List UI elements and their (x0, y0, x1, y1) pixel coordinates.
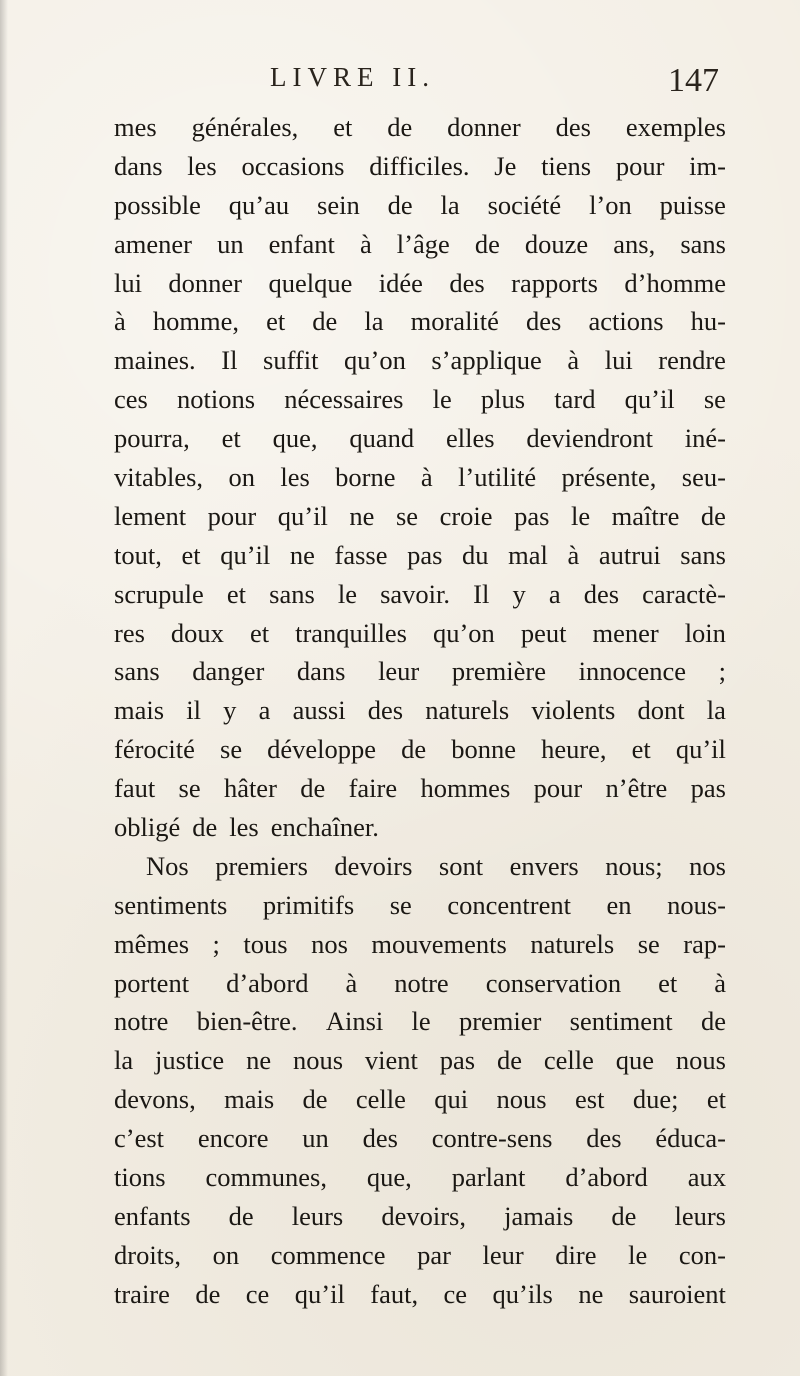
word: commence (270, 1239, 386, 1270)
word: ne (246, 1045, 272, 1076)
word: loin (684, 617, 726, 648)
word: sans (269, 578, 315, 609)
word: se (389, 889, 412, 920)
word: présente, (561, 462, 657, 493)
word: portent (114, 967, 190, 998)
word: le (337, 578, 357, 609)
word: danger (192, 656, 265, 687)
word: ans, (613, 228, 656, 259)
word: bonne (451, 734, 516, 765)
word: nous- (667, 889, 726, 920)
word: on (212, 1239, 240, 1270)
word: éduca- (655, 1123, 726, 1154)
word: sein (317, 189, 360, 220)
word: mener (592, 617, 659, 648)
word: droits, (114, 1239, 181, 1270)
word: heure, (541, 734, 607, 765)
word: le (570, 500, 591, 531)
word: de (611, 1200, 637, 1231)
word: leurs (674, 1200, 726, 1231)
word: de (195, 1278, 221, 1309)
word: hu- (690, 306, 726, 337)
text-line (114, 341, 726, 380)
page-number: 147 (668, 62, 719, 99)
word: nous (675, 1045, 726, 1076)
word: que, (272, 423, 318, 454)
word: celle (543, 1045, 594, 1076)
word: qu’au (228, 189, 290, 220)
word: qu’il (294, 1278, 345, 1309)
word: parlant (451, 1162, 526, 1193)
word: des (586, 1123, 622, 1154)
word: tiens (541, 150, 592, 181)
word: qu’il (277, 500, 328, 531)
word: à (345, 967, 358, 998)
word: les (187, 150, 217, 181)
word: et (226, 578, 247, 609)
word: de (700, 1006, 726, 1037)
word: faut, (370, 1278, 419, 1309)
word: nos (311, 928, 348, 959)
word: donner (447, 112, 521, 142)
word: moralité (410, 306, 499, 337)
text-line (114, 691, 726, 730)
word: est (575, 1084, 605, 1115)
word: de (312, 306, 338, 337)
word: possible (114, 189, 201, 220)
word: sentiment (569, 1006, 673, 1037)
word: sauroient (628, 1278, 726, 1309)
word: et (181, 539, 201, 570)
word: nous (496, 1084, 547, 1115)
word: de (496, 1045, 522, 1076)
word: mêmes (114, 928, 190, 959)
word: pas (407, 539, 443, 570)
word: la (364, 306, 384, 337)
word: notions (177, 384, 256, 415)
word: le (411, 1006, 431, 1037)
word: et (631, 734, 651, 765)
word: l’on (589, 189, 632, 220)
word: jamais (504, 1200, 574, 1231)
word: des (367, 695, 404, 726)
text-line (114, 1119, 726, 1158)
word: innocence (578, 656, 687, 687)
text-line (114, 614, 726, 653)
word: sont (438, 850, 484, 881)
word: à (567, 539, 580, 570)
word: qu’il (675, 734, 726, 765)
word: nos (689, 850, 726, 881)
word: à (567, 345, 580, 376)
word: on (228, 462, 255, 493)
text-line (114, 1041, 726, 1080)
word: savoir. (380, 578, 451, 609)
word: qu’il (220, 539, 271, 570)
text-line (114, 730, 726, 769)
word: violents (531, 695, 616, 726)
text-line (114, 964, 726, 1003)
word: nécessaires (284, 384, 404, 415)
word: l’âge (396, 228, 450, 259)
word: seu- (681, 462, 726, 493)
word: hâter (223, 773, 277, 804)
word: envers (509, 850, 579, 881)
word: tout, (114, 539, 162, 570)
word: naturels (425, 695, 510, 726)
word: sans (680, 228, 726, 259)
word: mais (114, 695, 165, 726)
word: devons, (114, 1084, 196, 1115)
word: Ainsi (325, 1006, 384, 1037)
word: il (186, 695, 201, 726)
word: dans (296, 656, 346, 687)
word: douze (524, 228, 589, 259)
word: dans (114, 150, 163, 181)
text-line (114, 1002, 726, 1041)
word: pourra, (114, 423, 190, 454)
word: mouvements (371, 928, 507, 959)
word: rendre (658, 345, 726, 376)
word: vient (364, 1045, 418, 1076)
word: ne (578, 1278, 604, 1309)
word: le (432, 384, 452, 415)
word: quand (349, 423, 415, 454)
text-line (114, 925, 726, 964)
word: et (221, 423, 241, 454)
word: à (420, 462, 433, 493)
word: due; (632, 1084, 679, 1115)
word: caractè- (642, 578, 726, 609)
word: autrui (598, 539, 661, 570)
word: qu’on (344, 345, 406, 376)
text-line (114, 380, 726, 419)
word: obligé (114, 812, 181, 843)
word: pour (533, 773, 583, 804)
text-line-paragraph-start (114, 847, 726, 886)
word: l’utilité (458, 462, 537, 493)
word: les (229, 812, 259, 843)
word: s’applique (431, 345, 542, 376)
text-line (114, 497, 726, 536)
word: hommes (420, 773, 511, 804)
word: à (714, 967, 726, 998)
word: des (526, 306, 562, 337)
word: amener (114, 228, 192, 259)
word: mais (224, 1084, 275, 1115)
word: à (114, 306, 126, 337)
word: que (615, 1045, 655, 1076)
word: ne (349, 500, 375, 531)
word: de (300, 773, 326, 804)
word: enfants (114, 1200, 191, 1231)
word: des (362, 1123, 398, 1154)
word: lui (604, 345, 633, 376)
word: de (228, 1200, 254, 1231)
word: conservation (485, 967, 622, 998)
word: la (440, 189, 460, 220)
text-line-paragraph-end (114, 808, 726, 847)
word: pas (690, 773, 726, 804)
word: ne (289, 539, 315, 570)
word: la (114, 1045, 134, 1076)
word: justice (155, 1045, 225, 1076)
word: développe (267, 734, 377, 765)
word: pas (439, 1045, 476, 1076)
word: du (462, 539, 489, 570)
word: société (487, 189, 562, 220)
text-line (114, 1080, 726, 1119)
word: notre (394, 967, 449, 998)
word: n’être (605, 773, 668, 804)
word: vitables, (114, 462, 204, 493)
word: ce (245, 1278, 270, 1309)
word: suffit (263, 345, 319, 376)
word: aussi (292, 695, 346, 726)
word: première (451, 656, 547, 687)
text-line (114, 769, 726, 808)
word: encore (197, 1123, 269, 1154)
word: de (302, 1084, 328, 1115)
word: Je (494, 150, 517, 181)
word: se (637, 928, 660, 959)
word: se (395, 500, 419, 531)
word: le (628, 1239, 648, 1270)
word: deviendront (526, 423, 653, 454)
word: d’abord (565, 1162, 648, 1193)
text-line (114, 536, 726, 575)
word: pas (514, 500, 550, 531)
word: homme, (152, 306, 239, 337)
text-line (114, 575, 726, 614)
word: se (703, 384, 726, 415)
word: traire (114, 1278, 170, 1309)
word: premier (458, 1006, 542, 1037)
word: et (706, 1084, 726, 1115)
word: celle (355, 1084, 406, 1115)
text-line (114, 1197, 726, 1236)
word: tranquilles (295, 617, 407, 648)
word: scrupule (114, 578, 204, 609)
word: occasions (241, 150, 345, 181)
word: de (192, 812, 218, 843)
page-gutter-shadow (0, 0, 8, 1376)
word: de (474, 228, 500, 259)
word: donner (168, 267, 243, 298)
word: leur (378, 656, 420, 687)
word: de (700, 500, 726, 531)
word: plus (480, 384, 526, 415)
word: se (220, 734, 243, 765)
text-line (114, 186, 726, 225)
word: mes (114, 112, 157, 142)
text-line (114, 1275, 726, 1314)
word: qu’ils (492, 1278, 553, 1309)
word: de (387, 189, 413, 220)
word: d’homme (624, 267, 726, 298)
word: Nos (146, 850, 189, 881)
word: ces (114, 384, 148, 415)
word: des (583, 578, 620, 609)
text-line (114, 886, 726, 925)
word: des (555, 112, 591, 142)
word: a (258, 695, 271, 726)
word: idée (378, 267, 423, 298)
word: et (249, 617, 270, 648)
text-line (114, 1236, 726, 1275)
word: générales, (191, 112, 299, 142)
running-title: LIVRE II. (270, 62, 435, 92)
word: contre-sens (431, 1123, 553, 1154)
word: se (178, 773, 201, 804)
word: notre (114, 1006, 169, 1037)
word: rap- (683, 928, 726, 959)
word: des (449, 267, 485, 298)
word: y (223, 695, 237, 726)
word: puisse (659, 189, 726, 220)
word: en (606, 889, 632, 920)
word: devoirs (334, 850, 413, 881)
word: y (512, 578, 526, 609)
body-text (114, 108, 726, 1314)
word: d’abord (226, 967, 309, 998)
word: pour (207, 500, 257, 531)
word: premiers (215, 850, 308, 881)
word: difficiles. (369, 150, 470, 181)
word: qu’on (432, 617, 495, 648)
word: par (417, 1239, 451, 1270)
word: dire (555, 1239, 597, 1270)
text-line (114, 302, 726, 341)
word: peut (520, 617, 567, 648)
word: exemples (625, 112, 726, 142)
text-line (114, 147, 726, 186)
word: lui (114, 267, 142, 298)
word: ; (718, 656, 726, 687)
word: faut (114, 773, 156, 804)
text-line (114, 264, 726, 303)
word: tous (243, 928, 288, 959)
word: qui (434, 1084, 469, 1115)
word: enchaîner. (270, 812, 379, 843)
word: un (302, 1123, 329, 1154)
text-line (114, 225, 726, 264)
word: Il (221, 345, 238, 376)
word: actions (588, 306, 664, 337)
word: concentrent (447, 889, 571, 920)
word: elles (445, 423, 495, 454)
text-line (114, 108, 726, 147)
word: férocité (114, 734, 195, 765)
word: fasse (334, 539, 388, 570)
word: maines. (114, 345, 196, 376)
word: borne (335, 462, 396, 493)
word: tard (554, 384, 596, 415)
text-line (114, 1158, 726, 1197)
word: iné- (684, 423, 726, 454)
word: de (387, 112, 413, 142)
word: enfant (268, 228, 335, 259)
word: nous (292, 1045, 344, 1076)
text-line (114, 419, 726, 458)
word: et (658, 967, 678, 998)
word: im- (689, 150, 726, 181)
word: nous; (605, 850, 663, 881)
word: un (217, 228, 244, 259)
word: bien-être. (196, 1006, 298, 1037)
word: sans (114, 656, 160, 687)
text-line (114, 652, 726, 691)
word: de (401, 734, 427, 765)
word: tions (114, 1162, 166, 1193)
word: ce (443, 1278, 468, 1309)
word: doux (170, 617, 224, 648)
word: ; (212, 928, 220, 959)
word: sentiments (114, 889, 228, 920)
word: mal (508, 539, 548, 570)
word: sans (680, 539, 726, 570)
word: communes, (205, 1162, 327, 1193)
word: naturels (530, 928, 615, 959)
word: pour (615, 150, 665, 181)
word: à (359, 228, 372, 259)
word: maître (611, 500, 680, 531)
word: leurs (291, 1200, 344, 1231)
word: quelque (268, 267, 353, 298)
word: aux (687, 1162, 726, 1193)
word: que, (366, 1162, 412, 1193)
word: res (114, 617, 145, 648)
word: Il (473, 578, 490, 609)
word: leur (482, 1239, 524, 1270)
word: devoirs, (381, 1200, 466, 1231)
text-line (114, 458, 726, 497)
running-head (0, 62, 800, 102)
word: et (266, 306, 286, 337)
word: lement (114, 500, 187, 531)
word: et (333, 112, 353, 142)
word: qu’il (624, 384, 675, 415)
word: primitifs (262, 889, 355, 920)
word: faire (348, 773, 398, 804)
word: la (706, 695, 726, 726)
word: c’est (114, 1123, 165, 1154)
word: rapports (511, 267, 598, 298)
word: a (548, 578, 561, 609)
word: croie (439, 500, 493, 531)
word: dont (637, 695, 685, 726)
word: con- (678, 1239, 726, 1270)
word: les (280, 462, 310, 493)
